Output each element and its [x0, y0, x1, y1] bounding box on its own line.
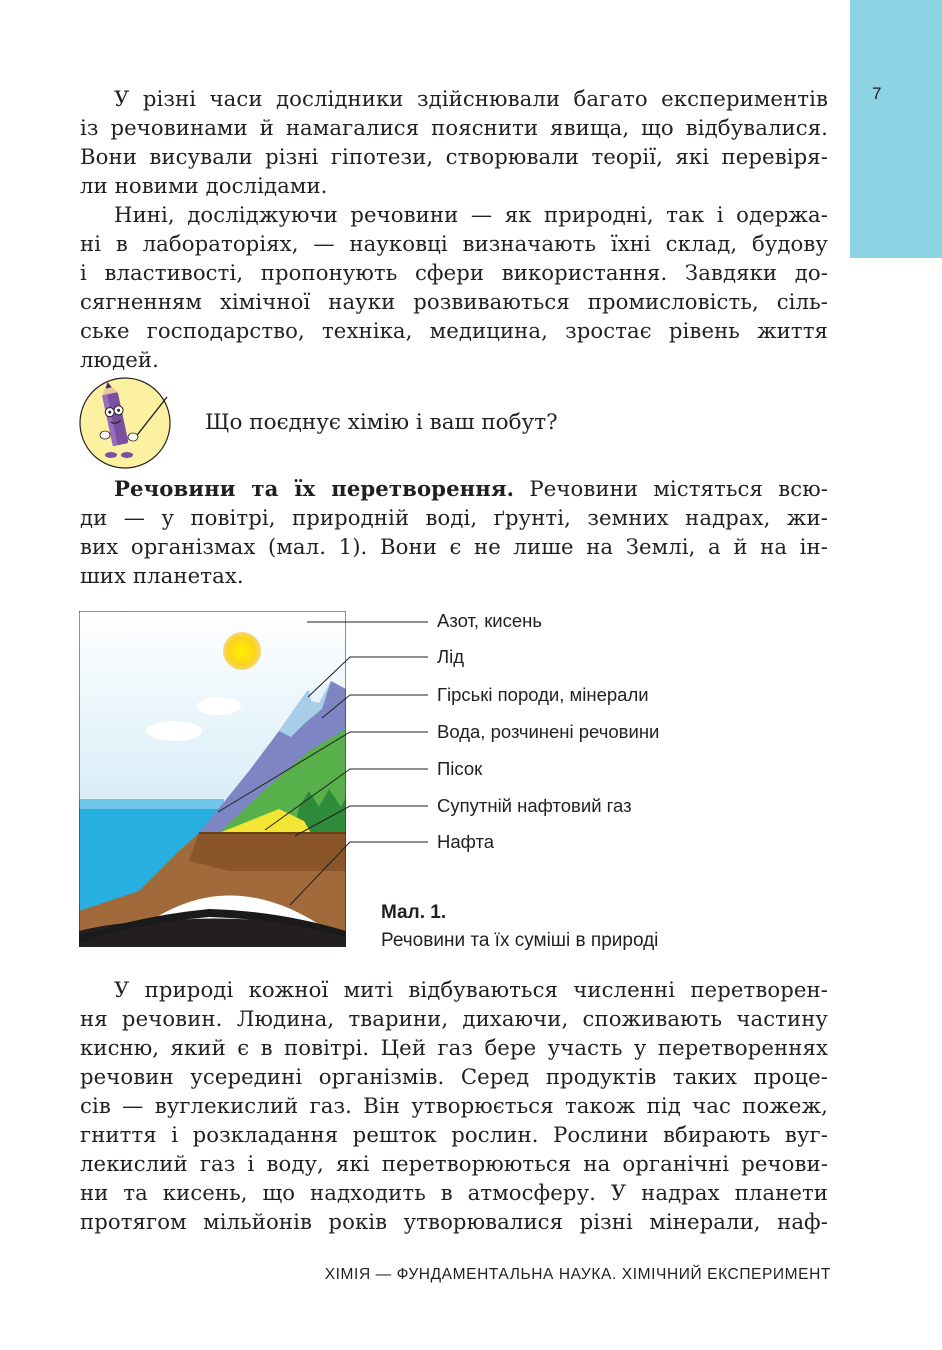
text-line: ли новими дослідами. [80, 173, 328, 198]
text-line: Вони висували різні гіпотези, створювали теорії, які перевіря- [80, 144, 828, 169]
text-line: сів — вуглекислий газ. Він утворюється також під час пожеж, [80, 1093, 828, 1118]
figure-label: Лід [437, 646, 465, 667]
text-line: ні в лабораторіях, — науковці визначають їхні склад, будову [80, 231, 828, 256]
text-line: вих організмах (мал. 1). Вони є не лише на Землі, а й на ін- [80, 534, 828, 559]
text-line: і властивості, пропонують сфери використання. Завдяки до- [80, 260, 828, 285]
running-footer: ХІМІЯ — ФУНДАМЕНТАЛЬНА НАУКА. ХІМІЧНИЙ ЕКСПЕРИМЕНТ [324, 1266, 831, 1283]
text-line: Нині, досліджуючи речовини — як природні, так і одержа- [114, 202, 828, 227]
pencil-character-pointer-icon [79, 377, 171, 469]
text-line: кисню, який є в повітрі. Цей газ бере участь у перетвореннях [80, 1035, 828, 1060]
page-number: 7 [872, 84, 882, 103]
text-line: із речовинами й намагалися пояснити явища, що відбувалися. [80, 115, 828, 140]
figure-label: Нафта [437, 831, 495, 852]
paragraph-2 [80, 200, 828, 374]
text-line: гниття і розкладання решток рослин. Рослини вбирають вуг- [80, 1122, 828, 1147]
text-line: речовин усередині організмів. Серед продуктів таких проце- [80, 1064, 828, 1089]
figure-caption-number: Мал. 1. [381, 902, 447, 923]
section-heading: Речовини та їх перетворення. [114, 476, 515, 501]
paragraph-3 [80, 474, 828, 590]
text-line: ших планетах. [80, 563, 244, 588]
text-line: Речовини та їх перетворення. Речовини містяться всю- [114, 476, 828, 501]
nature-cross-section-illustration [79, 611, 346, 947]
text-line: людей. [80, 347, 159, 372]
question-text: Що поєднує хімію і ваш побут? [205, 410, 558, 435]
chapter-tab [850, 0, 942, 258]
paragraph-1 [80, 84, 828, 200]
figure-label: Вода, розчинені речовини [437, 721, 660, 742]
figure-label: Пісок [437, 758, 483, 779]
text-line: У різні часи дослідники здійснювали багато експериментів [114, 86, 828, 111]
paragraph-4 [80, 975, 828, 1236]
figure-caption-text: Речовини та їх суміші в природі [381, 930, 659, 951]
text-line: протягом мільйонів років утворювалися різні мінерали, наф- [80, 1209, 828, 1234]
sun-icon [223, 632, 261, 670]
text-line: ни та кисень, що надходить в атмосферу. У надрах планети [80, 1180, 828, 1205]
figure-label: Супутній нафтовий газ [437, 795, 632, 816]
text-line: лекислий газ і воду, які перетворюються на органічні речови- [80, 1151, 828, 1176]
text-line: сягненням хімічної науки розвиваються промисловість, сіль- [80, 289, 828, 314]
text-line: ди — у повітрі, природній воді, ґрунті, земних надрах, жи- [80, 505, 828, 530]
text-line: ське господарство, техніка, медицина, зростає рівень життя [80, 318, 828, 343]
figure-label: Гірські породи, мінерали [437, 684, 649, 705]
figure-label: Азот, кисень [437, 610, 543, 631]
text-line: У природі кожної миті відбуваються численні перетворен- [114, 977, 828, 1002]
text-line: ня речовин. Людина, тварини, дихаючи, споживають частину [80, 1006, 828, 1031]
